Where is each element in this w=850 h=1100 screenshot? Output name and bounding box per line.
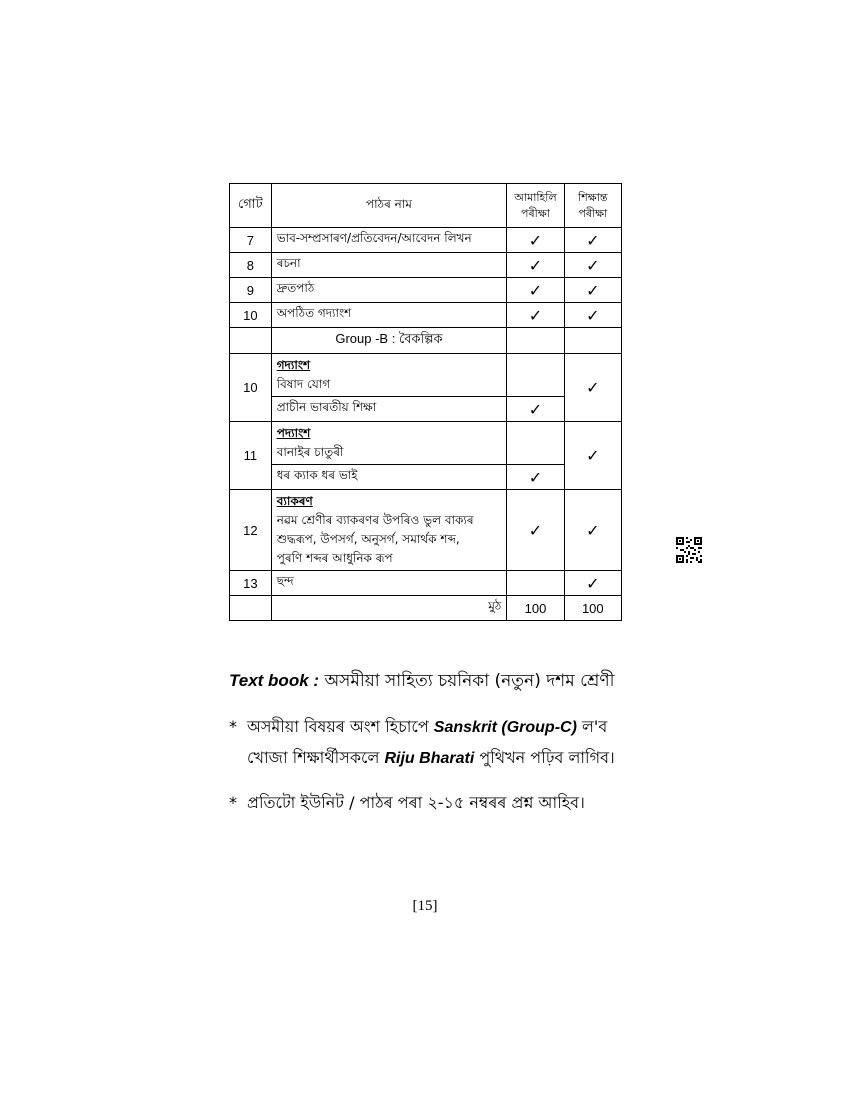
header-lesson-name: পাঠৰ নাম — [271, 184, 507, 228]
check-icon: ✓ — [507, 278, 564, 303]
table-row — [230, 303, 622, 328]
table-row — [230, 228, 622, 253]
total-label: মুঠ — [271, 596, 507, 621]
table-row — [230, 571, 622, 596]
group-label: Group -B : বৈকল্পিক — [271, 328, 507, 354]
table-row — [230, 490, 622, 571]
header-half-yearly — [507, 184, 564, 228]
table-row — [230, 253, 622, 278]
table-row — [230, 354, 622, 397]
total-row — [230, 596, 622, 621]
check-icon: ✓ — [564, 354, 621, 422]
section-heading: পদ্যাংশ — [276, 426, 311, 440]
lesson-item: বানাইৰ চাতুৰী — [276, 445, 344, 459]
qr-code-icon — [676, 537, 702, 563]
note-text-part: পুথিখন পঢ়িব লাগিব। — [474, 748, 615, 767]
note-text: প্ৰতিটো ইউনিট / পাঠৰ পৰা ২-১৫ নম্বৰৰ প্ৰশ্ন আহিব। — [247, 793, 585, 812]
syllabus-table — [229, 183, 622, 621]
note-text-part: অসমীয়া বিষয়ৰ অংশ হিচাপে — [247, 717, 434, 736]
note-text-english: Sanskrit (Group-C) — [433, 719, 577, 736]
bullet-star: * — [229, 793, 237, 812]
unit-number: 13 — [230, 571, 272, 596]
lesson-item: নৱম শ্ৰেণীৰ ব্যাকৰণৰ উপৰিও ভুল বাক্যৰ — [276, 513, 474, 527]
check-icon: ✓ — [507, 397, 564, 422]
lesson-name — [271, 490, 507, 571]
note-text-english: Riju Bharati — [384, 750, 475, 767]
table-row — [230, 397, 622, 422]
group-row — [230, 328, 622, 354]
section-heading: গদ্যাংশ — [276, 358, 311, 372]
check-icon: ✓ — [564, 422, 621, 490]
lesson-name — [271, 354, 507, 397]
check-icon: ✓ — [507, 490, 564, 571]
check-icon: ✓ — [507, 253, 564, 278]
unit-number: 9 — [230, 278, 272, 303]
header-half-yearly-line1: আমাহিলি — [514, 190, 557, 204]
table-row — [230, 422, 622, 465]
textbook-line — [229, 668, 614, 696]
check-icon: ✓ — [507, 465, 564, 490]
check-icon: ✓ — [507, 228, 564, 253]
note-text-part: ল'ব খোজা শিক্ষাৰ্থীসকলে — [247, 717, 608, 767]
lesson-name: প্ৰাচীন ভাৰতীয় শিক্ষা — [271, 397, 507, 422]
header-half-yearly-line2: পৰীক্ষা — [521, 206, 550, 220]
note-sanskrit — [229, 712, 649, 774]
lesson-item: শুদ্ধৰূপ, উপসৰ্গ, অনুসৰ্গ, সমাৰ্থক শব্দ, — [276, 532, 460, 546]
lesson-item: পুৰণি শব্দৰ আধুনিক ৰূপ — [276, 551, 393, 565]
check-icon: ✓ — [564, 253, 621, 278]
header-final-exam-line1: শিক্ষান্ত — [578, 190, 608, 204]
unit-number: 8 — [230, 253, 272, 278]
lesson-name: ধৰ ক্যাক ধৰ ভাই — [271, 465, 507, 490]
check-icon: ✓ — [564, 490, 621, 571]
header-final-exam-line2: পৰীক্ষা — [578, 206, 608, 220]
unit-number: 12 — [230, 490, 272, 571]
table-row — [230, 465, 622, 490]
lesson-name: ৰচনা — [271, 253, 507, 278]
lesson-name — [271, 422, 507, 465]
check-icon: ✓ — [564, 571, 621, 596]
section-heading: ব্যাকৰণ — [276, 494, 313, 508]
unit-number: 10 — [230, 303, 272, 328]
lesson-name: অপঠিত গদ্যাংশ — [271, 303, 507, 328]
bullet-star: * — [229, 717, 237, 736]
lesson-item: বিষাদ যোগ — [276, 377, 331, 391]
textbook-label: Text book : — [229, 671, 320, 690]
lesson-name: ছন্দ — [271, 571, 507, 596]
unit-number: 7 — [230, 228, 272, 253]
note-text — [247, 712, 649, 774]
page-number: [15] — [412, 898, 438, 914]
check-icon: ✓ — [564, 228, 621, 253]
total-final: 100 — [564, 596, 621, 621]
lesson-name: ভাব-সম্প্ৰসাৰণ/প্ৰতিবেদন/আবেদন লিখন — [271, 228, 507, 253]
textbook-title: অসমীয়া সাহিত্য চয়নিকা (নতুন) দশম শ্ৰেণী — [324, 671, 615, 691]
table-row — [230, 278, 622, 303]
note-marks — [229, 788, 649, 818]
total-half-yearly: 100 — [507, 596, 564, 621]
unit-number: 10 — [230, 354, 272, 422]
check-icon: ✓ — [507, 303, 564, 328]
unit-number: 11 — [230, 422, 272, 490]
lesson-name: দ্ৰুতপাঠ — [271, 278, 507, 303]
check-icon: ✓ — [564, 278, 621, 303]
check-icon: ✓ — [564, 303, 621, 328]
header-unit: গোট — [230, 184, 272, 228]
header-final-exam — [564, 184, 621, 228]
table-header-row — [230, 184, 622, 228]
